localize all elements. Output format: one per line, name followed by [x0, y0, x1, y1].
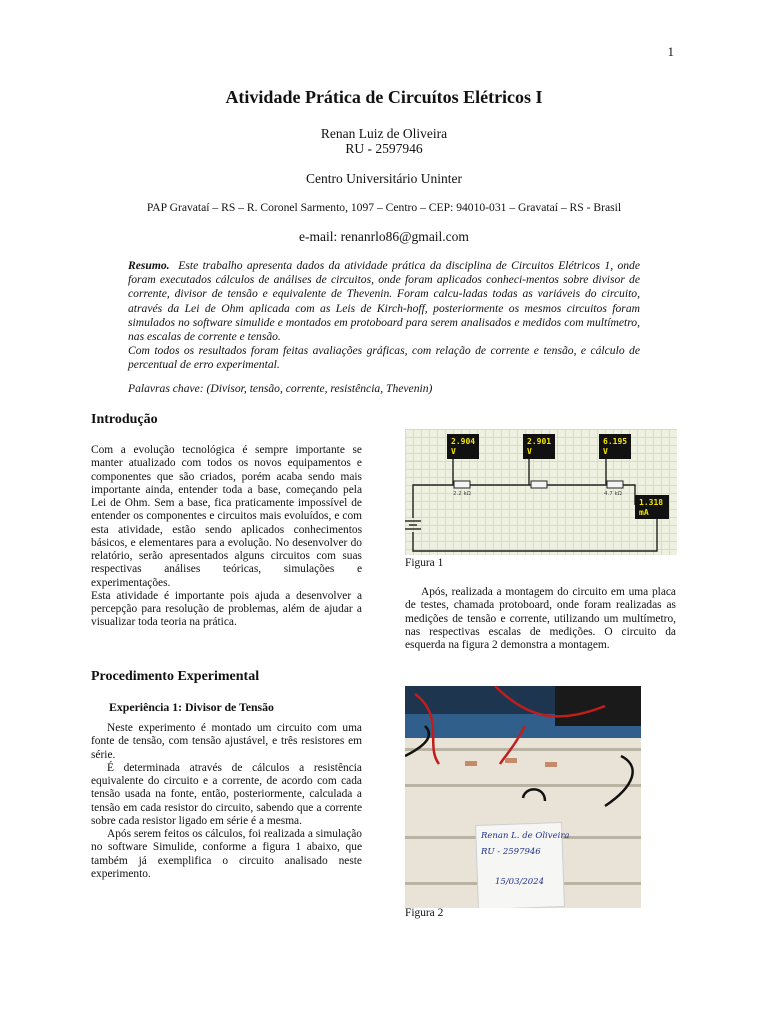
email: e-mail: renanrlo86@gmail.com	[299, 229, 469, 244]
protoboard-illustration	[405, 686, 641, 908]
procedure-paragraph-2: É determinada através de cálculos a resistência equivalente do circuito e a corrente, de acordo com cada tensão usada na fonte, então, posteriormente, calculada a tensão em cada resistor do circuito, sabendo que a corrente sobre cada resistor ligado em série é a mesma.	[91, 761, 362, 827]
resistor-1-label: 2.2 kΩ	[453, 491, 471, 497]
procedure-paragraph-3: Após serem feitos os cálculos, foi realizada a simulação no software Simulide, conforme a figura 1 abaixo, que também já exemplifica o circuito analisado neste experimento.	[91, 828, 362, 880]
resistor-on-board-1	[465, 761, 477, 766]
figure-1-circuit	[405, 429, 677, 555]
voltmeter-3-unit: V	[603, 447, 608, 456]
circuit-wire-bottom	[413, 519, 657, 551]
procedure-paragraph-1: Neste experimento é montado um circuito com uma fonte de tensão, com tensão ajustável, e três resistores em série.	[91, 722, 362, 761]
intro-body	[91, 444, 362, 630]
procedure-body	[91, 722, 362, 881]
page-number: 1	[667, 44, 674, 59]
right-paragraph-1: Após, realizada a montagem do circuito em uma placa de testes, chamada protoboard, onde foram realizadas as medições de tensão e corrente, utilizando um multímetro, nas respectivas escalas de medições. O circuito da esquerda na figura 2 demonstra a montagem.	[405, 586, 676, 651]
note-name: Renan L. de Oliveira	[481, 831, 570, 841]
figure-2-caption: Figura 2	[405, 907, 444, 919]
figure-2-photo	[405, 686, 641, 908]
abstract-text: Este trabalho apresenta dados da atividade prática da disciplina de Circuitos Elétricos 1, onde foram executados cálculos de análises de circuitos, onde foram aplicados conheci-mentos sobre divisor de corrente, divisor de tensão e equivalente de Thevenin. Foram calcu-ladas todas as variáveis do circuito, através da Lei de Ohm aplicada com as Leis de Kirch-hoff, posteriormente os mesmos circuitos foram simulados no software simulide e montados em protoboard para serem analisados e medidos com multímetro, nas escalas de corrente e tensão.	[128, 259, 640, 344]
resistor-on-board-3	[545, 762, 557, 767]
resistor-1	[454, 481, 470, 488]
figure-1-caption: Figura 1	[405, 557, 444, 569]
right-column-body	[405, 586, 676, 652]
resistor-on-board-2	[505, 758, 517, 763]
voltmeter-1-value: 2.904	[451, 437, 476, 446]
institution: Centro Universitário Uninter	[306, 171, 462, 186]
abstract-text-2: Com todos os resultados foram feitas avaliações gráficas, com relação de corrente e tensão, e cálculo de percentual de erro experimental.	[128, 344, 640, 372]
ammeter-unit: mA	[639, 508, 649, 517]
circuit-schematic	[405, 429, 677, 555]
voltmeter-3-value: 6.195	[603, 437, 628, 446]
experiment-1-heading: Experiência 1: Divisor de Tensão	[109, 700, 274, 714]
ammeter-value: 1.318	[639, 498, 664, 507]
multimeter-body	[555, 686, 641, 726]
intro-paragraph-2: Esta atividade é importante pois ajuda a desenvolver a percepção para resolução de problemas, além de ajudar a visualizar toda teoria na prática.	[91, 589, 362, 629]
note-ru: RU - 2597946	[481, 847, 541, 857]
paper-title: Atividade Prática de Circuítos Elétricos I	[225, 87, 543, 107]
author-name: Renan Luiz de Oliveira	[320, 126, 448, 141]
protoboard-rail-1	[405, 748, 641, 751]
abstract-label: Resumo.	[128, 259, 170, 272]
intro-heading: Introdução	[91, 412, 158, 427]
keywords: Palavras chave: (Divisor, tensão, corrente, resistência, Thevenin)	[128, 382, 433, 395]
voltmeter-1-unit: V	[451, 447, 456, 456]
voltmeter-2-unit: V	[527, 447, 532, 456]
resistor-3	[607, 481, 623, 488]
author-ru: RU - 2597946	[345, 141, 423, 156]
resistor-3-label: 4.7 kΩ	[604, 491, 622, 497]
note-date: 15/03/2024	[495, 877, 544, 887]
abstract	[128, 259, 640, 373]
address: PAP Gravataí – RS – R. Coronel Sarmento, 1097 – Centro – CEP: 94010-031 – Gravataí – RS - Brasil	[146, 201, 622, 214]
intro-paragraph-1: Com a evolução tecnológica é sempre importante se manter atualizado com todos os novos equipamentos e componentes que são criados, porém acaba sendo mais importante ainda, entender toda a base, começando pela Lei de Ohm. Sem a base, fica praticamente impossível de entender os componentes e circuitos mais evoluídos, e com esta atividade, estão sendo aplicados conhecimentos básicos, e elementares para a evolução. No desenvolver do relatório, serão apresentados alguns circuitos com suas respectivas análises teóricas, simulações e experimentações.	[91, 444, 362, 589]
resistor-2	[531, 481, 547, 488]
circuit-wire-top	[413, 485, 635, 518]
protoboard-rail-2	[405, 784, 641, 787]
procedure-heading: Procedimento Experimental	[91, 669, 260, 684]
voltmeter-2-value: 2.901	[527, 437, 552, 446]
